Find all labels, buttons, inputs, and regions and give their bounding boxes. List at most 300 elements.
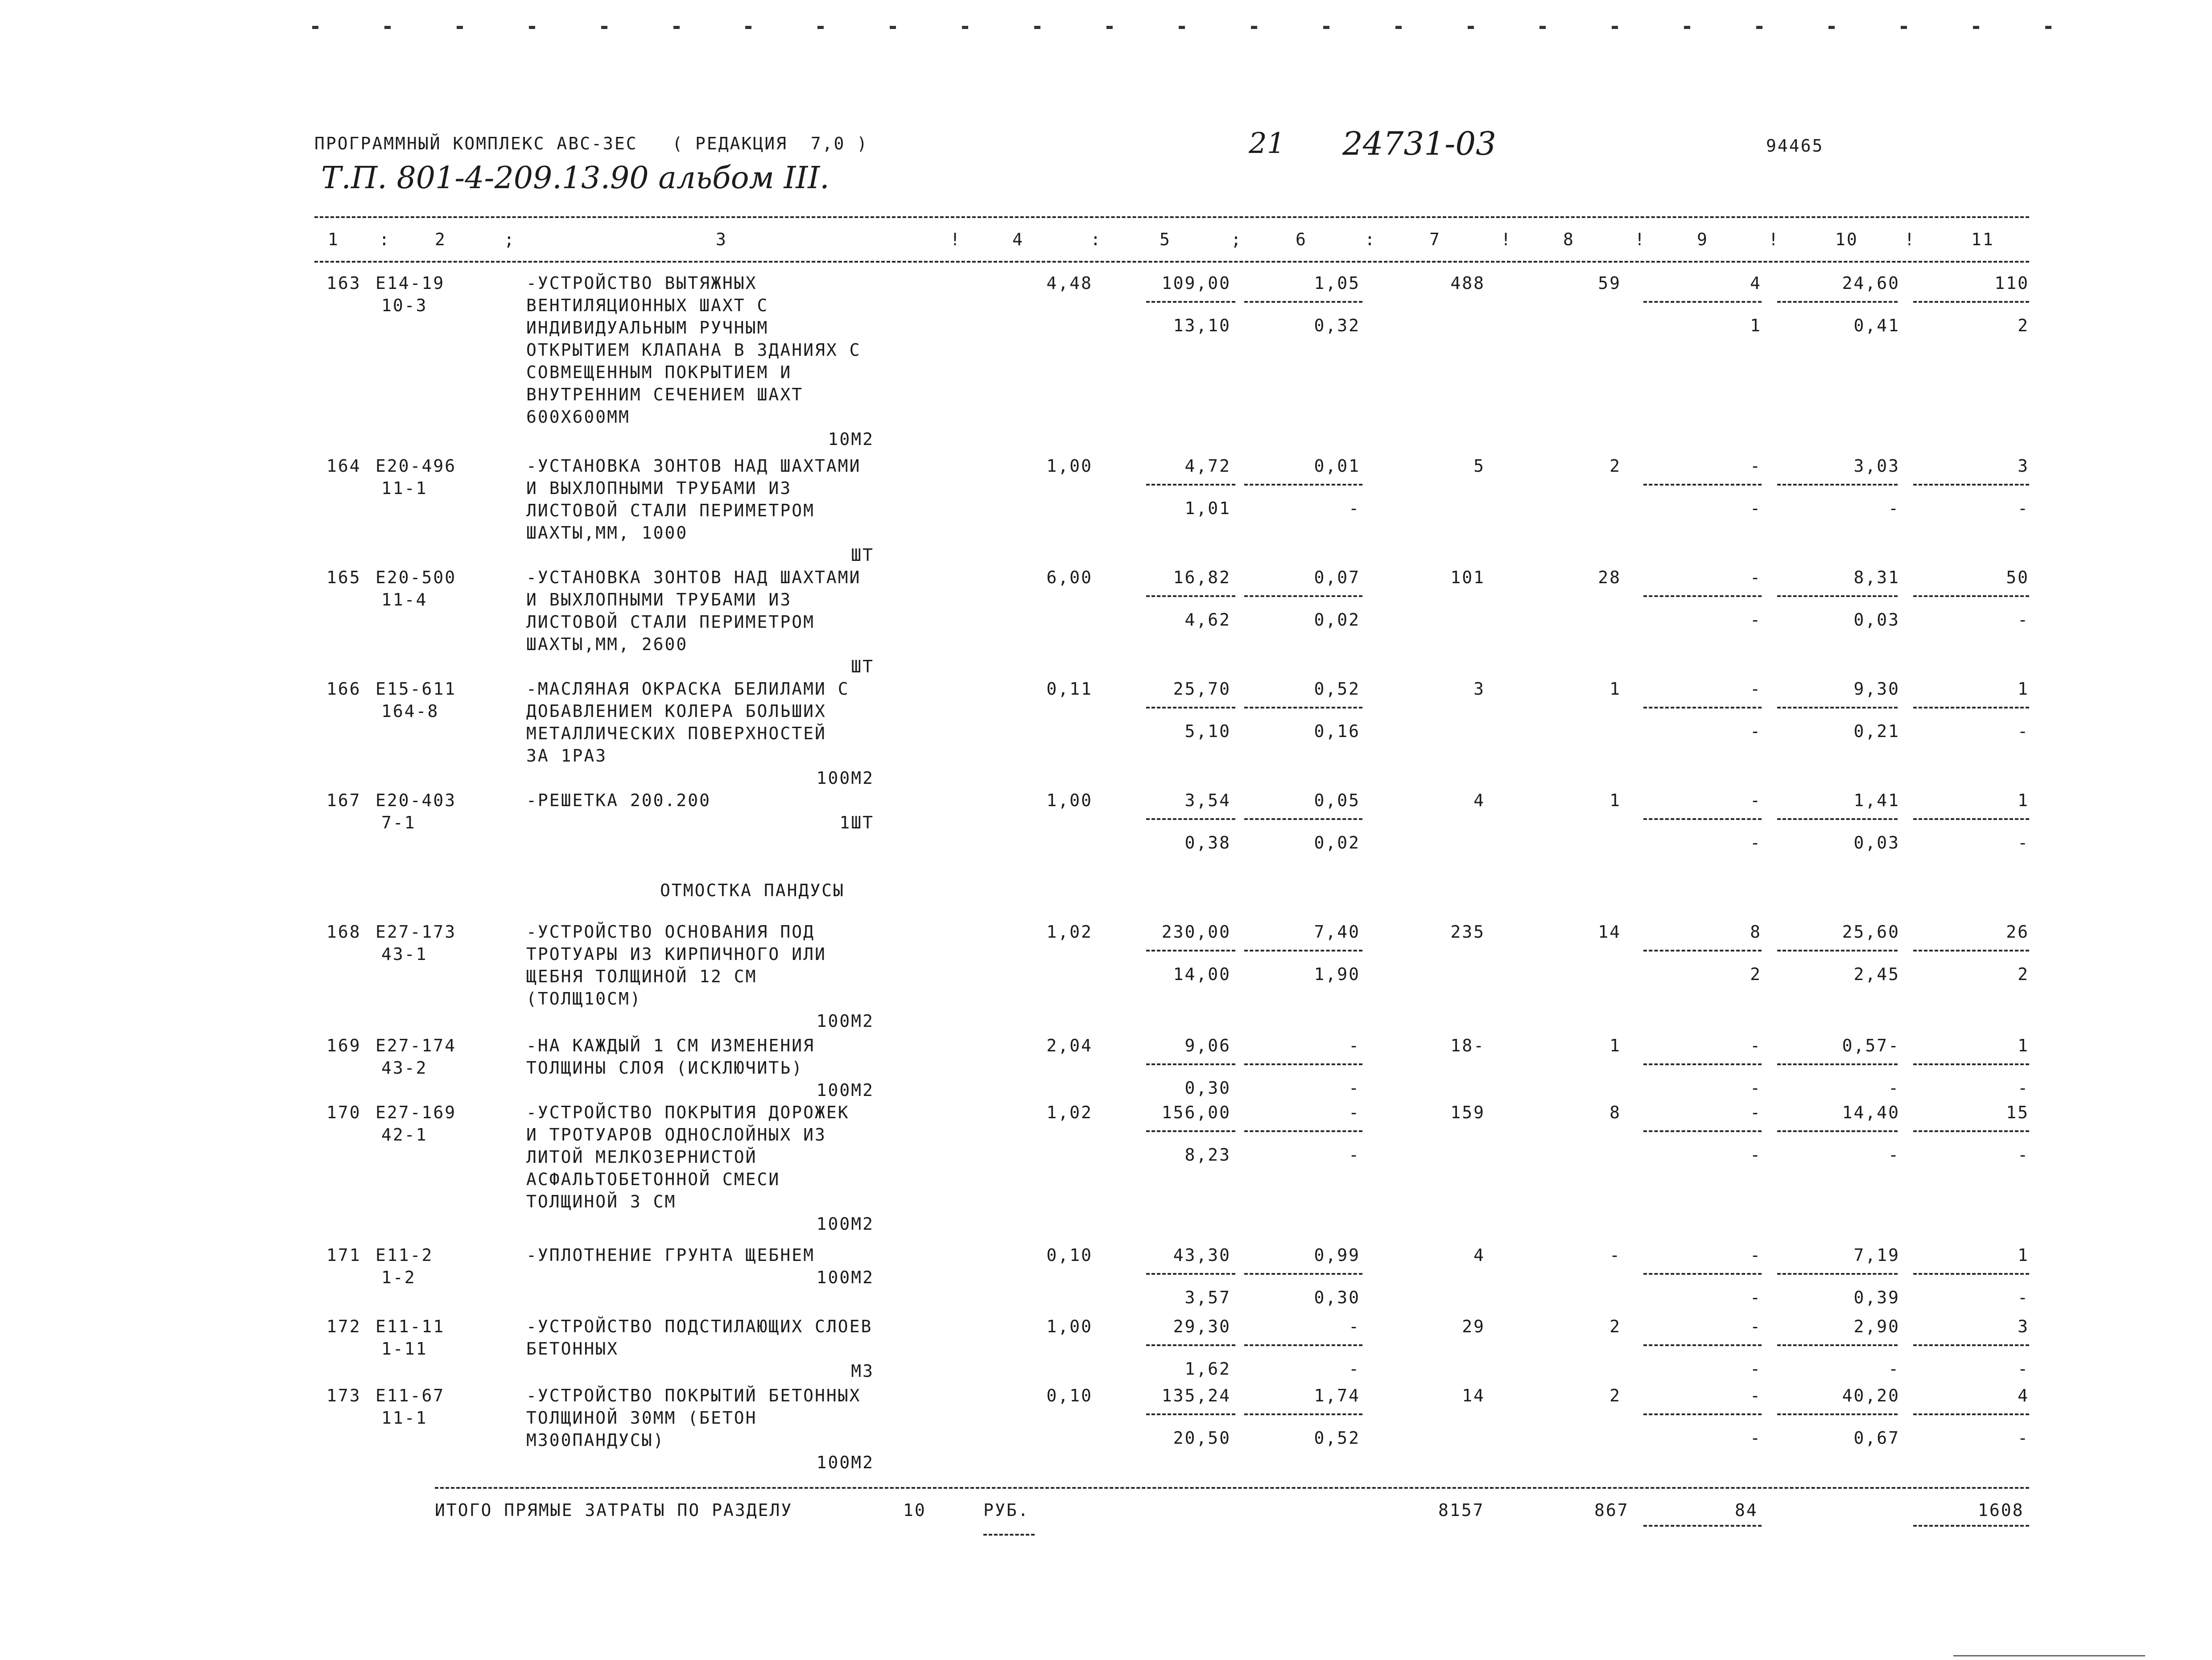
row-description-line: ЛИСТОВОЙ СТАЛИ ПЕРИМЕТРОМ xyxy=(526,612,815,632)
row-description-line: И ВЫХЛОПНЫМИ ТРУБАМИ ИЗ xyxy=(526,590,792,610)
row-unit: 100М2 xyxy=(816,1453,874,1472)
row-col10-top: 1,41 xyxy=(1853,791,1900,810)
row-col9-bottom: - xyxy=(1750,498,1762,518)
total-col9: 84 xyxy=(1735,1500,1758,1520)
col-header-11: 11 xyxy=(1971,230,1994,249)
row-col9-bottom: 1 xyxy=(1750,316,1762,335)
row-subcode: 43-1 xyxy=(381,944,428,964)
total-col11: 1608 xyxy=(1978,1500,2024,1520)
row-description-line: ШАХТЫ,ММ, 1000 xyxy=(526,523,688,543)
row-description-line: -РЕШЕТКА 200.200 xyxy=(526,791,711,810)
col-separator: ! xyxy=(1634,230,1646,249)
row-col11-rule xyxy=(1913,707,2029,708)
total-top-rule xyxy=(435,1487,2029,1489)
row-col11-bottom: - xyxy=(2018,1428,2029,1448)
row-col6-top: 0,52 xyxy=(1314,679,1360,699)
total-col7: 8157 xyxy=(1438,1500,1485,1520)
row-col11-rule xyxy=(1913,1413,2029,1415)
row-unit: 10М2 xyxy=(828,429,874,449)
row-col11-top: 1 xyxy=(2018,679,2029,699)
row-col9-top: 8 xyxy=(1750,922,1762,942)
row-col10-bottom: 0,39 xyxy=(1853,1288,1900,1307)
row-col9-top: - xyxy=(1750,1317,1762,1336)
row-col6-rule xyxy=(1244,950,1362,952)
row-col10-top: 24,60 xyxy=(1842,273,1900,293)
row-col11-bottom: - xyxy=(2018,1145,2029,1165)
row-col11-top: 110 xyxy=(1994,273,2029,293)
row-col11-top: 26 xyxy=(2006,922,2029,942)
row-col5-bottom: 5,10 xyxy=(1184,721,1231,741)
row-col11-rule xyxy=(1913,1063,2029,1065)
col-separator: ! xyxy=(1501,230,1512,249)
row-description-line: -МАСЛЯНАЯ ОКРАСКА БЕЛИЛАМИ С xyxy=(526,679,850,699)
row-description-line: -УСТРОЙСТВО ПОДСТИЛАЮЩИХ СЛОЕВ xyxy=(526,1317,873,1336)
row-col6-top: 0,07 xyxy=(1314,568,1360,587)
col-header-9: 9 xyxy=(1697,230,1709,249)
row-description-line: ВЕНТИЛЯЦИОННЫХ ШАХТ С xyxy=(526,296,769,315)
code-number: 94465 xyxy=(1766,136,1824,156)
row-description-line: СОВМЕЩЕННЫМ ПОКРЫТИЕМ И xyxy=(526,362,792,382)
row-subcode: 11-1 xyxy=(381,1408,428,1428)
row-col9-rule xyxy=(1643,301,1762,303)
row-col6-bottom: 0,02 xyxy=(1314,610,1360,630)
row-number: 170 xyxy=(326,1103,361,1122)
row-unit: ШТ xyxy=(851,545,874,565)
row-col6-bottom: - xyxy=(1349,1359,1360,1379)
row-col10-bottom: 2,45 xyxy=(1853,964,1900,984)
row-col9-rule xyxy=(1643,950,1762,952)
row-col4: 1,02 xyxy=(1046,922,1093,942)
row-col6-rule xyxy=(1244,707,1362,708)
row-col10-top: 25,60 xyxy=(1842,922,1900,942)
row-col5-rule xyxy=(1146,595,1235,597)
col-separator: ! xyxy=(950,230,962,249)
row-col6-rule xyxy=(1244,1273,1362,1275)
row-col4: 1,00 xyxy=(1046,791,1093,810)
row-col8: 28 xyxy=(1598,568,1621,587)
row-number: 168 xyxy=(326,922,361,942)
row-col6-rule xyxy=(1244,1344,1362,1346)
row-col8: - xyxy=(1609,1245,1621,1265)
row-number: 163 xyxy=(326,273,361,293)
row-col7: 14 xyxy=(1462,1386,1485,1405)
row-col6-bottom: 0,02 xyxy=(1314,833,1360,853)
row-code: Е14-19 xyxy=(376,273,445,293)
row-col5-rule xyxy=(1146,818,1235,820)
row-col5-top: 4,72 xyxy=(1184,456,1231,476)
row-col9-rule xyxy=(1643,484,1762,486)
total-label: ИТОГО ПРЯМЫЕ ЗАТРАТЫ ПО РАЗДЕЛУ xyxy=(435,1500,793,1520)
row-description-line: -НА КАЖДЫЙ 1 СМ ИЗМЕНЕНИЯ xyxy=(526,1036,815,1055)
row-col5-rule xyxy=(1146,950,1235,952)
row-col10-rule xyxy=(1777,1130,1898,1132)
row-subcode: 164-8 xyxy=(381,701,439,721)
row-col4: 1,02 xyxy=(1046,1103,1093,1122)
row-col7: 101 xyxy=(1450,568,1485,587)
doc-number-handwritten: 24731-03 xyxy=(1342,125,1496,162)
row-col11-bottom: - xyxy=(2018,1078,2029,1098)
row-unit: 1ШТ xyxy=(839,813,874,832)
row-col7: 3 xyxy=(1473,679,1485,699)
row-col10-rule xyxy=(1777,595,1898,597)
row-col5-rule xyxy=(1146,1063,1235,1065)
col-separator: ! xyxy=(1768,230,1780,249)
row-subcode: 7-1 xyxy=(381,813,416,832)
row-col9-rule xyxy=(1643,818,1762,820)
row-col10-rule xyxy=(1777,484,1898,486)
row-col4: 4,48 xyxy=(1046,273,1093,293)
row-col9-top: - xyxy=(1750,568,1762,587)
col-separator: : xyxy=(1365,230,1376,249)
row-unit: 100М2 xyxy=(816,1011,874,1031)
col-separator: : xyxy=(1090,230,1102,249)
row-col5-top: 230,00 xyxy=(1161,922,1231,942)
row-col10-rule xyxy=(1777,1344,1898,1346)
row-col7: 4 xyxy=(1473,791,1485,810)
row-description-line: И ТРОТУАРОВ ОДНОСЛОЙНЫХ ИЗ xyxy=(526,1125,826,1145)
row-subcode: 42-1 xyxy=(381,1125,428,1145)
subtitle-handwritten: Т.П. 801-4-209.13.90 альбом III. xyxy=(321,161,830,196)
row-code: Е27-169 xyxy=(376,1103,457,1122)
row-col9-bottom: - xyxy=(1750,721,1762,741)
row-col8: 2 xyxy=(1609,1317,1621,1336)
row-col9-top: - xyxy=(1750,791,1762,810)
row-col6-top: 1,05 xyxy=(1314,273,1360,293)
row-description-line: ЗА 1РАЗ xyxy=(526,746,607,766)
row-col9-top: - xyxy=(1750,679,1762,699)
row-subcode: 11-4 xyxy=(381,590,428,610)
row-description-line: И ВЫХЛОПНЫМИ ТРУБАМИ ИЗ xyxy=(526,478,792,498)
row-col11-bottom: - xyxy=(2018,498,2029,518)
row-col11-rule xyxy=(1913,1130,2029,1132)
row-col9-rule xyxy=(1643,1273,1762,1275)
row-col8: 2 xyxy=(1609,456,1621,476)
row-col5-rule xyxy=(1146,1413,1235,1415)
row-description-line: ЛИСТОВОЙ СТАЛИ ПЕРИМЕТРОМ xyxy=(526,501,815,520)
row-col6-top: 0,05 xyxy=(1314,791,1360,810)
row-col11-rule xyxy=(1913,950,2029,952)
row-col9-bottom: 2 xyxy=(1750,964,1762,984)
row-col8: 59 xyxy=(1598,273,1621,293)
total-col9-underline xyxy=(1643,1525,1762,1527)
row-description-line: -УСТРОЙСТВО ВЫТЯЖНЫХ xyxy=(526,273,757,293)
row-col9-top: - xyxy=(1750,456,1762,476)
row-unit: 100М2 xyxy=(816,1268,874,1287)
row-col11-rule xyxy=(1913,1344,2029,1346)
row-col6-bottom: 0,52 xyxy=(1314,1428,1360,1448)
row-col10-top: 40,20 xyxy=(1842,1386,1900,1405)
row-description-line: ТРОТУАРЫ ИЗ КИРПИЧНОГО ИЛИ xyxy=(526,944,826,964)
row-col10-top: 0,57- xyxy=(1842,1036,1900,1055)
col-separator: ; xyxy=(504,230,516,249)
row-col6-bottom: 1,90 xyxy=(1314,964,1360,984)
row-col6-bottom: 0,32 xyxy=(1314,316,1360,335)
row-number: 167 xyxy=(326,791,361,810)
row-subcode: 1-2 xyxy=(381,1268,416,1287)
row-description-line: ТОЛЩИНОЙ 3 СМ xyxy=(526,1192,677,1211)
row-code: Е20-496 xyxy=(376,456,457,476)
total-col11-underline xyxy=(1913,1525,2029,1527)
row-description-line: ШАХТЫ,ММ, 2600 xyxy=(526,634,688,654)
row-col11-bottom: - xyxy=(2018,833,2029,853)
row-col8: 14 xyxy=(1598,922,1621,942)
row-col9-rule xyxy=(1643,1413,1762,1415)
row-code: Е15-611 xyxy=(376,679,457,699)
row-col6-rule xyxy=(1244,1130,1362,1132)
col-header-7: 7 xyxy=(1429,230,1441,249)
row-col5-rule xyxy=(1146,1130,1235,1132)
row-code: Е20-403 xyxy=(376,791,457,810)
row-col10-top: 2,90 xyxy=(1853,1317,1900,1336)
col-header-6: 6 xyxy=(1296,230,1307,249)
row-col10-rule xyxy=(1777,707,1898,708)
row-description-line: (ТОЛЩ10СМ) xyxy=(526,989,642,1009)
row-col11-bottom: 2 xyxy=(2018,964,2029,984)
row-col4: 2,04 xyxy=(1046,1036,1093,1055)
row-description-line: -УСТРОЙСТВО ПОКРЫТИЙ БЕТОННЫХ xyxy=(526,1386,861,1405)
row-col11-top: 15 xyxy=(2006,1103,2029,1122)
row-col5-bottom: 20,50 xyxy=(1173,1428,1231,1448)
row-col6-top: - xyxy=(1349,1103,1360,1122)
row-col9-bottom: - xyxy=(1750,610,1762,630)
row-col5-bottom: 8,23 xyxy=(1184,1145,1231,1165)
row-col6-top: 1,74 xyxy=(1314,1386,1360,1405)
row-col11-bottom: - xyxy=(2018,721,2029,741)
row-description-line: БЕТОННЫХ xyxy=(526,1339,619,1359)
row-unit: 100М2 xyxy=(816,1080,874,1100)
row-col4: 0,10 xyxy=(1046,1245,1093,1265)
row-col5-top: 135,24 xyxy=(1161,1386,1231,1405)
top-dash-marks xyxy=(312,26,2051,31)
row-col5-rule xyxy=(1146,301,1235,303)
row-col8: 1 xyxy=(1609,791,1621,810)
row-description-line: ЩЕБНЯ ТОЛЩИНОЙ 12 СМ xyxy=(526,967,757,986)
row-col5-bottom: 3,57 xyxy=(1184,1288,1231,1307)
row-description-line: -УСТАНОВКА ЗОНТОВ НАД ШАХТАМИ xyxy=(526,456,861,476)
row-description-line: -УСТАНОВКА ЗОНТОВ НАД ШАХТАМИ xyxy=(526,568,861,587)
row-col8: 8 xyxy=(1609,1103,1621,1122)
row-col10-bottom: - xyxy=(1888,1145,1900,1165)
row-col5-bottom: 1,01 xyxy=(1184,498,1231,518)
row-col6-rule xyxy=(1244,301,1362,303)
row-col5-bottom: 4,62 xyxy=(1184,610,1231,630)
row-col5-top: 3,54 xyxy=(1184,791,1231,810)
total-currency-underline xyxy=(983,1534,1035,1536)
row-col10-top: 14,40 xyxy=(1842,1103,1900,1122)
total-currency: РУБ. xyxy=(983,1500,1030,1520)
row-unit: 100М2 xyxy=(816,1214,874,1234)
row-col6-top: 0,99 xyxy=(1314,1245,1360,1265)
row-number: 164 xyxy=(326,456,361,476)
row-col7: 488 xyxy=(1450,273,1485,293)
row-col10-bottom: - xyxy=(1888,1078,1900,1098)
row-col4: 0,11 xyxy=(1046,679,1093,699)
row-col11-rule xyxy=(1913,818,2029,820)
row-col10-bottom: 0,21 xyxy=(1853,721,1900,741)
row-col9-top: - xyxy=(1750,1103,1762,1122)
row-description-line: -УСТРОЙСТВО ПОКРЫТИЯ ДОРОЖЕК xyxy=(526,1103,850,1122)
row-col11-rule xyxy=(1913,484,2029,486)
row-col4: 0,10 xyxy=(1046,1386,1093,1405)
row-col9-top: - xyxy=(1750,1245,1762,1265)
row-col7: 235 xyxy=(1450,922,1485,942)
row-col7: 159 xyxy=(1450,1103,1485,1122)
row-code: Е27-173 xyxy=(376,922,457,942)
row-col10-rule xyxy=(1777,1413,1898,1415)
row-col9-rule xyxy=(1643,1130,1762,1132)
row-col7: 5 xyxy=(1473,456,1485,476)
col-header-5: 5 xyxy=(1160,230,1171,249)
row-col9-rule xyxy=(1643,707,1762,708)
row-col9-bottom: - xyxy=(1750,1078,1762,1098)
row-col9-top: 4 xyxy=(1750,273,1762,293)
row-col5-bottom: 13,10 xyxy=(1173,316,1231,335)
col-header-10: 10 xyxy=(1835,230,1858,249)
row-col10-bottom: 0,03 xyxy=(1853,610,1900,630)
row-col4: 6,00 xyxy=(1046,568,1093,587)
row-col7: 4 xyxy=(1473,1245,1485,1265)
total-col8: 867 xyxy=(1594,1500,1629,1520)
row-col6-rule xyxy=(1244,818,1362,820)
row-col10-bottom: - xyxy=(1888,1359,1900,1379)
row-col5-top: 29,30 xyxy=(1173,1317,1231,1336)
row-col10-rule xyxy=(1777,818,1898,820)
row-col9-top: - xyxy=(1750,1386,1762,1405)
row-col5-top: 25,70 xyxy=(1173,679,1231,699)
row-subcode: 11-1 xyxy=(381,478,428,498)
row-col4: 1,00 xyxy=(1046,456,1093,476)
row-col5-top: 109,00 xyxy=(1161,273,1231,293)
col-header-2: 2 xyxy=(435,230,446,249)
row-col10-bottom: 0,67 xyxy=(1853,1428,1900,1448)
col-header-3: 3 xyxy=(716,230,727,249)
row-description-line: МЕТАЛЛИЧЕСКИХ ПОВЕРХНОСТЕЙ xyxy=(526,724,826,743)
row-col10-top: 3,03 xyxy=(1853,456,1900,476)
row-col9-top: - xyxy=(1750,1036,1762,1055)
row-col9-bottom: - xyxy=(1750,833,1762,853)
row-col6-rule xyxy=(1244,1063,1362,1065)
row-description-line: ТОЛЩИНЫ СЛОЯ (ИСКЛЮЧИТЬ) xyxy=(526,1058,804,1078)
row-col9-rule xyxy=(1643,1344,1762,1346)
row-col9-bottom: - xyxy=(1750,1145,1762,1165)
row-code: Е20-500 xyxy=(376,568,457,587)
section-title: ОТМОСТКА ПАНДУСЫ xyxy=(660,881,845,900)
row-col10-rule xyxy=(1777,301,1898,303)
row-col6-top: - xyxy=(1349,1036,1360,1055)
row-col9-rule xyxy=(1643,1063,1762,1065)
row-col5-bottom: 1,62 xyxy=(1184,1359,1231,1379)
row-col6-bottom: - xyxy=(1349,1145,1360,1165)
row-description-line: ОТКРЫТИЕМ КЛАПАНА В ЗДАНИЯХ С xyxy=(526,340,861,360)
scan-line xyxy=(1953,1655,2145,1656)
row-col5-rule xyxy=(1146,1344,1235,1346)
row-col7: 29 xyxy=(1462,1317,1485,1336)
row-col9-bottom: - xyxy=(1750,1288,1762,1307)
program-title: ПРОГРАММНЫЙ КОМПЛЕКС АВС-3ЕС ( РЕДАКЦИЯ 7,0 ) xyxy=(314,134,869,153)
header-bottom-rule xyxy=(314,261,2029,263)
col-header-4: 4 xyxy=(1012,230,1024,249)
row-col6-bottom: 0,30 xyxy=(1314,1288,1360,1307)
row-col6-bottom: - xyxy=(1349,498,1360,518)
row-subcode: 43-2 xyxy=(381,1058,428,1078)
row-number: 165 xyxy=(326,568,361,587)
row-description-line: ТОЛЩИНОЙ 30ММ (БЕТОН xyxy=(526,1408,757,1428)
row-col5-top: 16,82 xyxy=(1173,568,1231,587)
row-subcode: 10-3 xyxy=(381,296,428,315)
total-section: 10 xyxy=(903,1500,926,1520)
row-code: Е11-2 xyxy=(376,1245,433,1265)
row-description-line: 600Х600ММ xyxy=(526,407,630,427)
row-col6-rule xyxy=(1244,484,1362,486)
row-col6-rule xyxy=(1244,1413,1362,1415)
row-description-line: -УСТРОЙСТВО ОСНОВАНИЯ ПОД xyxy=(526,922,815,942)
row-unit: 100М2 xyxy=(816,768,874,788)
row-col10-top: 9,30 xyxy=(1853,679,1900,699)
row-col5-bottom: 0,30 xyxy=(1184,1078,1231,1098)
row-col11-rule xyxy=(1913,1273,2029,1275)
row-col5-bottom: 14,00 xyxy=(1173,964,1231,984)
row-col5-rule xyxy=(1146,484,1235,486)
row-description-line: ИНДИВИДУАЛЬНЫМ РУЧНЫМ xyxy=(526,318,769,338)
page-number-handwritten: 21 xyxy=(1249,127,1285,160)
col-separator: ; xyxy=(1231,230,1242,249)
row-col9-rule xyxy=(1643,595,1762,597)
row-col11-bottom: - xyxy=(2018,1359,2029,1379)
row-col5-top: 9,06 xyxy=(1184,1036,1231,1055)
row-col8: 2 xyxy=(1609,1386,1621,1405)
row-col11-bottom: 2 xyxy=(2018,316,2029,335)
row-col10-rule xyxy=(1777,950,1898,952)
row-col10-bottom: 0,03 xyxy=(1853,833,1900,853)
row-code: Е27-174 xyxy=(376,1036,457,1055)
row-col6-top: - xyxy=(1349,1317,1360,1336)
row-number: 173 xyxy=(326,1386,361,1405)
row-col11-bottom: - xyxy=(2018,610,2029,630)
row-col8: 1 xyxy=(1609,1036,1621,1055)
row-unit: М3 xyxy=(851,1361,874,1381)
row-code: Е11-67 xyxy=(376,1386,445,1405)
row-col10-top: 7,19 xyxy=(1853,1245,1900,1265)
row-col6-rule xyxy=(1244,595,1362,597)
row-col10-rule xyxy=(1777,1063,1898,1065)
row-col6-top: 0,01 xyxy=(1314,456,1360,476)
row-col11-top: 50 xyxy=(2006,568,2029,587)
row-number: 166 xyxy=(326,679,361,699)
row-col6-top: 7,40 xyxy=(1314,922,1360,942)
row-unit: ШТ xyxy=(851,657,874,676)
row-col5-top: 156,00 xyxy=(1161,1103,1231,1122)
row-code: Е11-11 xyxy=(376,1317,445,1336)
row-col11-top: 1 xyxy=(2018,791,2029,810)
row-col11-rule xyxy=(1913,301,2029,303)
row-col9-bottom: - xyxy=(1750,1428,1762,1448)
row-col10-bottom: 0,41 xyxy=(1853,316,1900,335)
row-col10-top: 8,31 xyxy=(1853,568,1900,587)
col-header-8: 8 xyxy=(1563,230,1575,249)
row-col11-top: 1 xyxy=(2018,1036,2029,1055)
row-col6-bottom: 0,16 xyxy=(1314,721,1360,741)
row-col10-bottom: - xyxy=(1888,498,1900,518)
row-number: 171 xyxy=(326,1245,361,1265)
row-description-line: -УПЛОТНЕНИЕ ГРУНТА ЩЕБНЕМ xyxy=(526,1245,815,1265)
row-col8: 1 xyxy=(1609,679,1621,699)
row-col11-top: 3 xyxy=(2018,456,2029,476)
row-col11-top: 1 xyxy=(2018,1245,2029,1265)
row-col9-bottom: - xyxy=(1750,1359,1762,1379)
header-top-rule xyxy=(314,216,2029,218)
col-separators: : xyxy=(379,230,391,249)
row-number: 172 xyxy=(326,1317,361,1336)
